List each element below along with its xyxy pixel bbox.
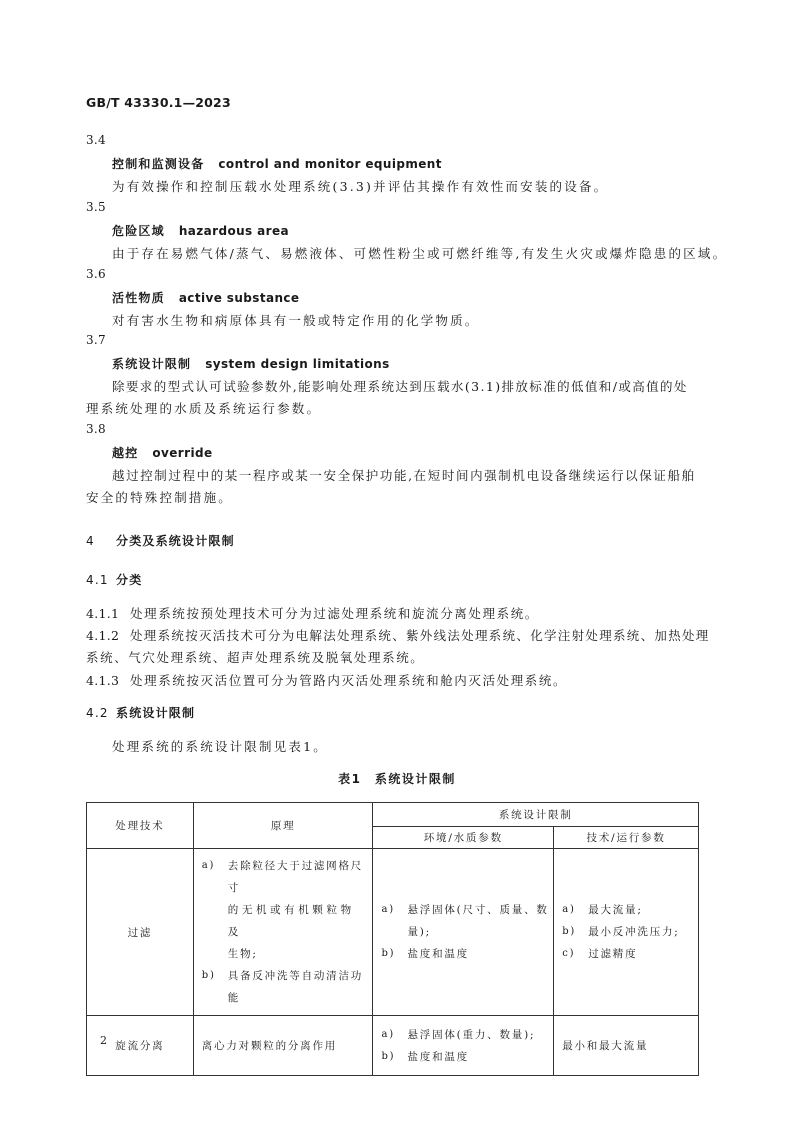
cell-tech-params [554, 1016, 699, 1076]
table-header-row [87, 803, 699, 827]
list-item [381, 1046, 549, 1068]
list-marker: a) [381, 904, 395, 915]
clause-number: 4.1.3 [86, 673, 120, 688]
list-text: 最小反冲洗压力; [588, 926, 680, 938]
definition-number: 3.8 [86, 422, 106, 436]
header-env: 环境/水质参数 [373, 827, 554, 849]
definition-term [112, 155, 442, 172]
clause-number: 4.1.2 [86, 628, 120, 643]
list-text: 盐度和温度 [407, 1050, 469, 1063]
subsection-heading [86, 571, 142, 588]
list-marker: c) [562, 948, 576, 959]
clause [86, 626, 710, 644]
cell-tech: 过滤 [87, 849, 194, 1016]
table-caption: 表1 系统设计限制 [338, 772, 456, 786]
table-row [87, 849, 699, 1016]
term-en: active substance [178, 291, 300, 305]
list-marker: b) [381, 948, 396, 959]
subsection-title: 分类 [116, 573, 143, 587]
definition-text: 对有害水生物和病原体具有一般或特定作用的化学物质。 [112, 313, 480, 328]
cell-tech-params [554, 849, 699, 1016]
section-title: 分类及系统设计限制 [116, 534, 235, 548]
cell-text: 最小和最大流量 [562, 1039, 649, 1052]
standard-number: GB/T 43330.1—2023 [86, 95, 231, 110]
list-item [562, 921, 694, 943]
definition-number: 3.5 [86, 200, 106, 214]
cell-principle [193, 1016, 373, 1076]
list-item [562, 899, 694, 921]
definition-term [112, 355, 390, 372]
list-text: 悬浮固体(尺寸、质量、数 [407, 904, 549, 916]
clause-text: 处理系统按灭活技术可分为电解法处理系统、紫外线法处理系统、化学注射处理系统、加热处理 [130, 628, 710, 643]
list-item [381, 943, 549, 965]
term-en: control and monitor equipment [218, 157, 442, 171]
subsection-number: 4.1 [86, 573, 109, 587]
definition-term [112, 289, 299, 306]
subsection-number: 4.2 [86, 706, 109, 720]
term-cn: 活性物质 [112, 291, 165, 305]
term-cn: 控制和监测设备 [112, 157, 205, 171]
cell-principle [193, 849, 373, 1016]
clause [86, 671, 567, 689]
list-marker: a) [201, 860, 216, 871]
definition-text: 由于存在易燃气体/蒸气、易燃液体、可燃性粉尘或可燃纤维等,有发生火灾或爆炸隐患的区域。 [112, 246, 728, 261]
list-marker: b) [381, 1050, 396, 1062]
page-number: 2 [100, 1034, 107, 1047]
definition-number: 3.7 [86, 333, 106, 347]
section-heading [86, 532, 235, 549]
table-row [87, 1016, 699, 1076]
list-text: 悬浮固体(重力、数量); [407, 1028, 536, 1041]
header-tech-params: 技术/运行参数 [554, 827, 699, 849]
list-marker: a) [381, 1028, 395, 1040]
term-en: system design limitations [205, 357, 390, 371]
list-marker: a) [562, 904, 576, 915]
header-limits: 系统设计限制 [373, 803, 699, 827]
definition-text: 越过控制过程中的某一程序或某一安全保护功能,在短时间内强制机电设备继续运行以保证船舶 [112, 468, 696, 483]
term-en: hazardous area [178, 224, 290, 238]
term-cn: 系统设计限制 [112, 357, 192, 371]
list-text: 具备反冲洗等自动清洁功能 [227, 970, 364, 1004]
header-principle: 原理 [193, 803, 373, 849]
subsection-title: 系统设计限制 [116, 706, 196, 720]
subsection-heading [86, 704, 195, 721]
list-item [562, 943, 694, 965]
term-en: override [152, 446, 213, 460]
definition-number: 3.4 [86, 133, 106, 147]
list-text: 过滤精度 [588, 948, 638, 960]
list-marker: b) [201, 970, 216, 981]
definition-text: 为有效操作和控制压载水处理系统(3.3)并评估其操作有效性而安装的设备。 [112, 179, 609, 194]
clause-text: 处理系统按预处理技术可分为过滤处理系统和旋流分离处理系统。 [130, 606, 539, 621]
definition-number: 3.6 [86, 267, 106, 281]
cell-tech: 旋流分离 [87, 1016, 194, 1076]
list-text: 盐度和温度 [407, 948, 469, 960]
list-text: 生物; [227, 948, 258, 960]
term-cn: 越控 [112, 446, 139, 460]
list-text: 去除粒径大于过滤网格尺寸 [227, 860, 364, 894]
list-text: 量); [407, 926, 432, 938]
clause-text: 处理系统按灭活位置可分为管路内灭活处理系统和舱内灭活处理系统。 [130, 673, 568, 688]
clause-text: 系统、气穴处理系统、超声处理系统及脱氧处理系统。 [86, 650, 425, 665]
header-tech: 处理技术 [87, 803, 194, 849]
system-design-limits-table [86, 802, 699, 1076]
list-item [202, 965, 369, 1009]
list-item [381, 899, 549, 943]
definition-text: 安全的特殊控制措施。 [86, 490, 234, 505]
list-text: 的无机或有机颗粒物及 [227, 904, 355, 938]
cell-env [373, 1016, 554, 1076]
cell-env [373, 849, 554, 1016]
table-intro: 处理系统的系统设计限制见表1。 [112, 739, 328, 754]
definition-text: 理系统处理的水质及系统运行参数。 [86, 401, 322, 416]
clause-number: 4.1.1 [86, 606, 120, 621]
list-marker: b) [562, 926, 577, 937]
definition-text: 除要求的型式认可试验参数外,能影响处理系统达到压载水(3.1)排放标准的低值和/或高值的处 [112, 379, 688, 394]
section-number: 4 [86, 534, 95, 548]
definition-term [112, 444, 213, 461]
definition-term [112, 222, 289, 239]
list-item [202, 855, 369, 965]
list-item [381, 1024, 549, 1046]
clause [86, 604, 539, 622]
list-text: 最大流量; [588, 904, 643, 916]
term-cn: 危险区域 [112, 224, 165, 238]
cell-text: 离心力对颗粒的分离作用 [201, 1039, 338, 1052]
